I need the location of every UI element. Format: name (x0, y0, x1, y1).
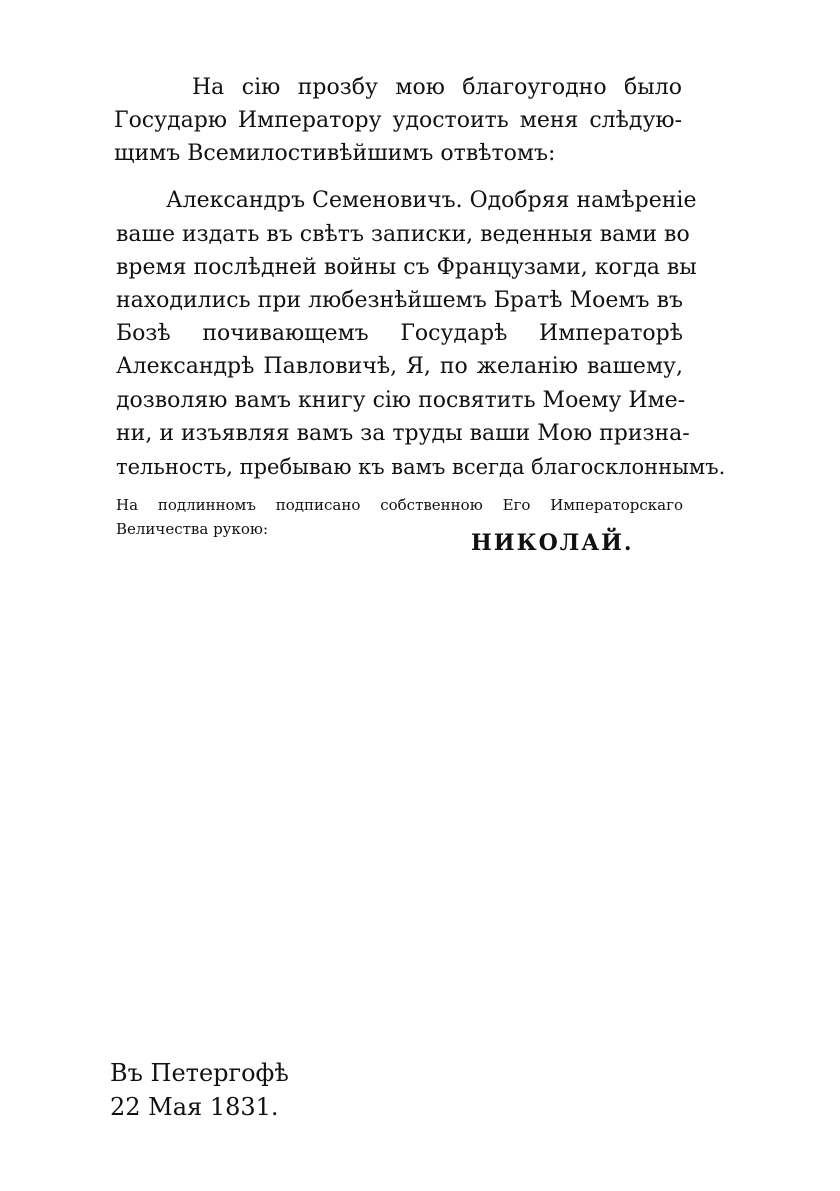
letter-line-6: Александрѣ Павловичѣ, Я, по желанію вашему, (116, 354, 683, 379)
letter-line-8: ни, и изъявляя вамъ за труды ваши Мою призна- (116, 421, 690, 446)
imperial-signature: НИКОЛАЙ. (471, 530, 634, 556)
letter-line-1: Александръ Семеновичъ. Одобряя намѣреніе (166, 188, 697, 213)
note-line-1: На подлинномъ подписано собственною Его Императорскаго (116, 496, 683, 514)
intro-line-3: щимъ Всемилостивѣйшимъ отвѣтомъ: (114, 141, 556, 166)
letter-line-5: Бозѣ почивающемъ Государѣ Императорѣ (116, 321, 683, 346)
intro-line-1: На сію прозбу мою благоугодно было (192, 75, 682, 100)
letter-line-2: ваше издать въ свѣтъ записки, веденныя вами во (116, 222, 690, 247)
note-line-2: Величества рукою: (116, 520, 269, 538)
place-name: Въ Петергофѣ (110, 1059, 289, 1087)
intro-line-2: Государю Императору удостоить меня слѣдую- (114, 108, 682, 133)
letter-line-9: тельность, пребываю къ вамъ всегда благосклоннымъ. (116, 455, 726, 479)
letter-line-7: дозволяю вамъ книгу сію посвятить Моему Име- (116, 388, 686, 413)
letter-line-3: время послѣдней войны съ Французами, когда вы (116, 255, 697, 280)
place-date: 22 Мая 1831. (110, 1093, 279, 1121)
letter-line-4: находились при любезнѣйшемъ Братѣ Моемъ въ (116, 288, 683, 313)
